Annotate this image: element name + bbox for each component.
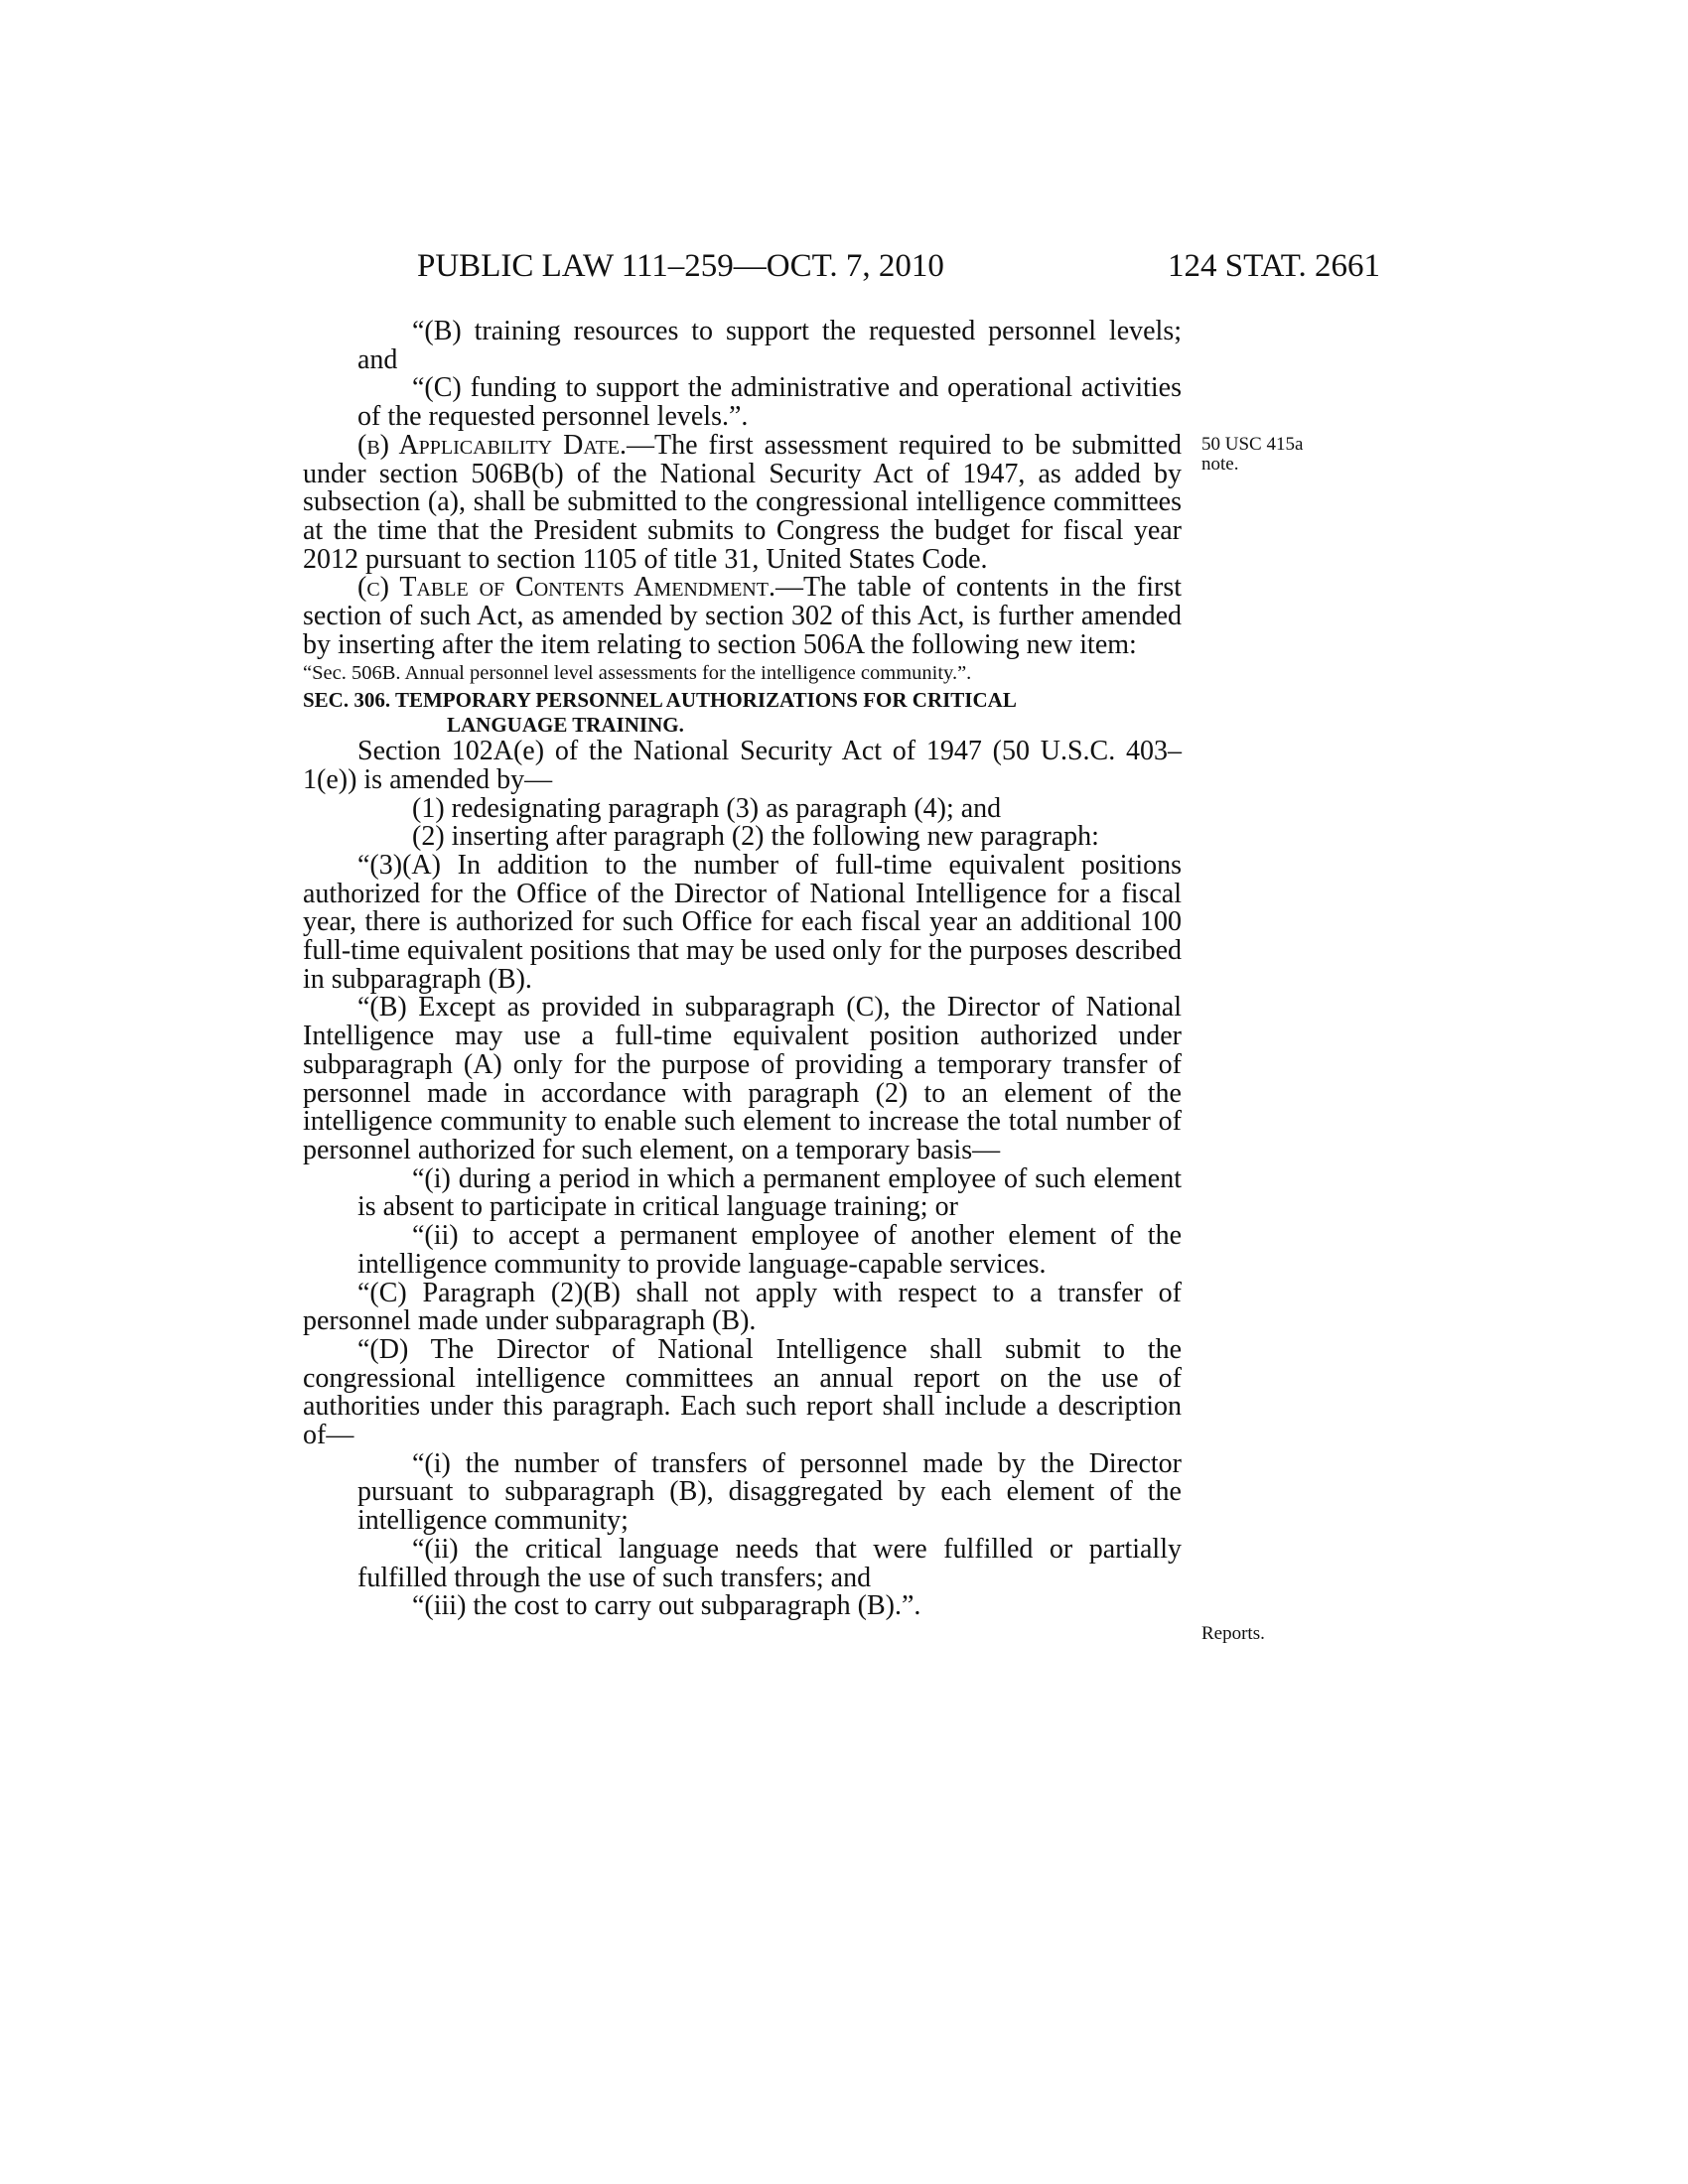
page-header <box>417 248 1380 288</box>
toc-item: “Sec. 506B. Annual personnel level assessments for the intelligence community.”. <box>303 662 972 685</box>
paragraph-3d-i: “(i) the number of transfers of personnel made by the Director pursuant to subparagraph (B), disaggregated by each element of the intelligence community; <box>357 1447 1182 1537</box>
paragraph-3a: “(3)(A) In addition to the number of full-time equivalent positions authorized for the Office of the Director of National Intelligence for a fiscal year, there is authorized for such Office for each fiscal year an additional 100 full-time equivalent positions that may be used only for the purposes described in subparagraph (B). <box>303 849 1182 995</box>
paragraph-3d: “(D) The Director of National Intelligence shall submit to the congressional intelligence committees an annual report on the use of authorities under this paragraph. Each such report shall include a description of— <box>303 1333 1182 1451</box>
statute-page-number: 124 STAT. 2661 <box>1167 248 1380 284</box>
paragraph-section-intro: Section 102A(e) of the National Security Act of 1947 (50 U.S.C. 403–1(e)) is amended by— <box>303 736 1182 795</box>
section-heading <box>303 688 1182 738</box>
toc-amendment-label: (c) Table of Contents Amendment. <box>357 572 775 604</box>
section-heading-line1: SEC. 306. TEMPORARY PERSONNEL AUTHORIZATIONS FOR CRITICAL <box>303 688 1017 713</box>
margin-note-usc-line2: note. <box>1201 454 1239 475</box>
paragraph-item-1: (1) redesignating paragraph (3) as paragraph (4); and <box>412 792 1002 824</box>
paragraph-3b-i: “(i) during a period in which a permanent employee of such element is absent to participate in critical language training; or <box>357 1162 1182 1223</box>
page-body <box>303 318 1182 1621</box>
paragraph-3b-ii: “(ii) to accept a permanent employee of another element of the intelligence community to provide language-capable services. <box>357 1220 1182 1280</box>
paragraph-3c: “(C) Paragraph (2)(B) shall not apply with respect to a transfer of personnel made under subparagraph (B). <box>303 1277 1182 1337</box>
paragraph-toc-amendment <box>303 574 1182 659</box>
section-heading-line2: LANGUAGE TRAINING. <box>447 713 684 738</box>
margin-note-usc-line1: 50 USC 415a <box>1201 434 1304 455</box>
paragraph-3d-ii: “(ii) the critical language needs that were fulfilled or partially fulfilled through the use of such transfers; and <box>357 1533 1182 1593</box>
applicability-date-label: (b) Applicability Date. <box>357 429 627 461</box>
paragraph-c-funding: “(C) funding to support the administrative and operational activities of the requested personnel levels.”. <box>357 372 1182 433</box>
paragraph-b-training: “(B) training resources to support the requested personnel levels; and <box>357 316 1182 375</box>
paragraph-item-2: (2) inserting after paragraph (2) the following new paragraph: <box>412 821 1099 853</box>
margin-note-usc <box>1201 435 1303 475</box>
applicability-date-text: —The first assessment required to be submitted under section 506B(b) of the National Security Act of 1947, as added by subsection (a), shall be submitted to the congressional intelligence committees at the time that the President submits to Congress the budget for fiscal year 2012 pursuant to section 1105 of title 31, United States Code. <box>303 429 1182 575</box>
paragraph-applicability-date <box>303 429 1182 575</box>
margin-note-reports: Reports. <box>1201 1623 1265 1644</box>
public-law-citation: PUBLIC LAW 111–259—OCT. 7, 2010 <box>417 248 944 284</box>
paragraph-3b: “(B) Except as provided in subparagraph (C), the Director of National Intelligence may use a full-time equivalent position authorized under subparagraph (A) only for the purpose of providing a temporary transfer of personnel made in accordance with paragraph (2) to an element of the intelligence community to enable such element to increase the total number of personnel authorized for such element, on a temporary basis— <box>303 992 1182 1165</box>
paragraph-3d-iii: “(iii) the cost to carry out subparagraph (B).”. <box>412 1590 921 1622</box>
toc-amendment-text: —The table of contents in the first section of such Act, as amended by section 302 of this Act, is further amended by inserting after the item relating to section 506A the following new item: <box>303 572 1182 660</box>
